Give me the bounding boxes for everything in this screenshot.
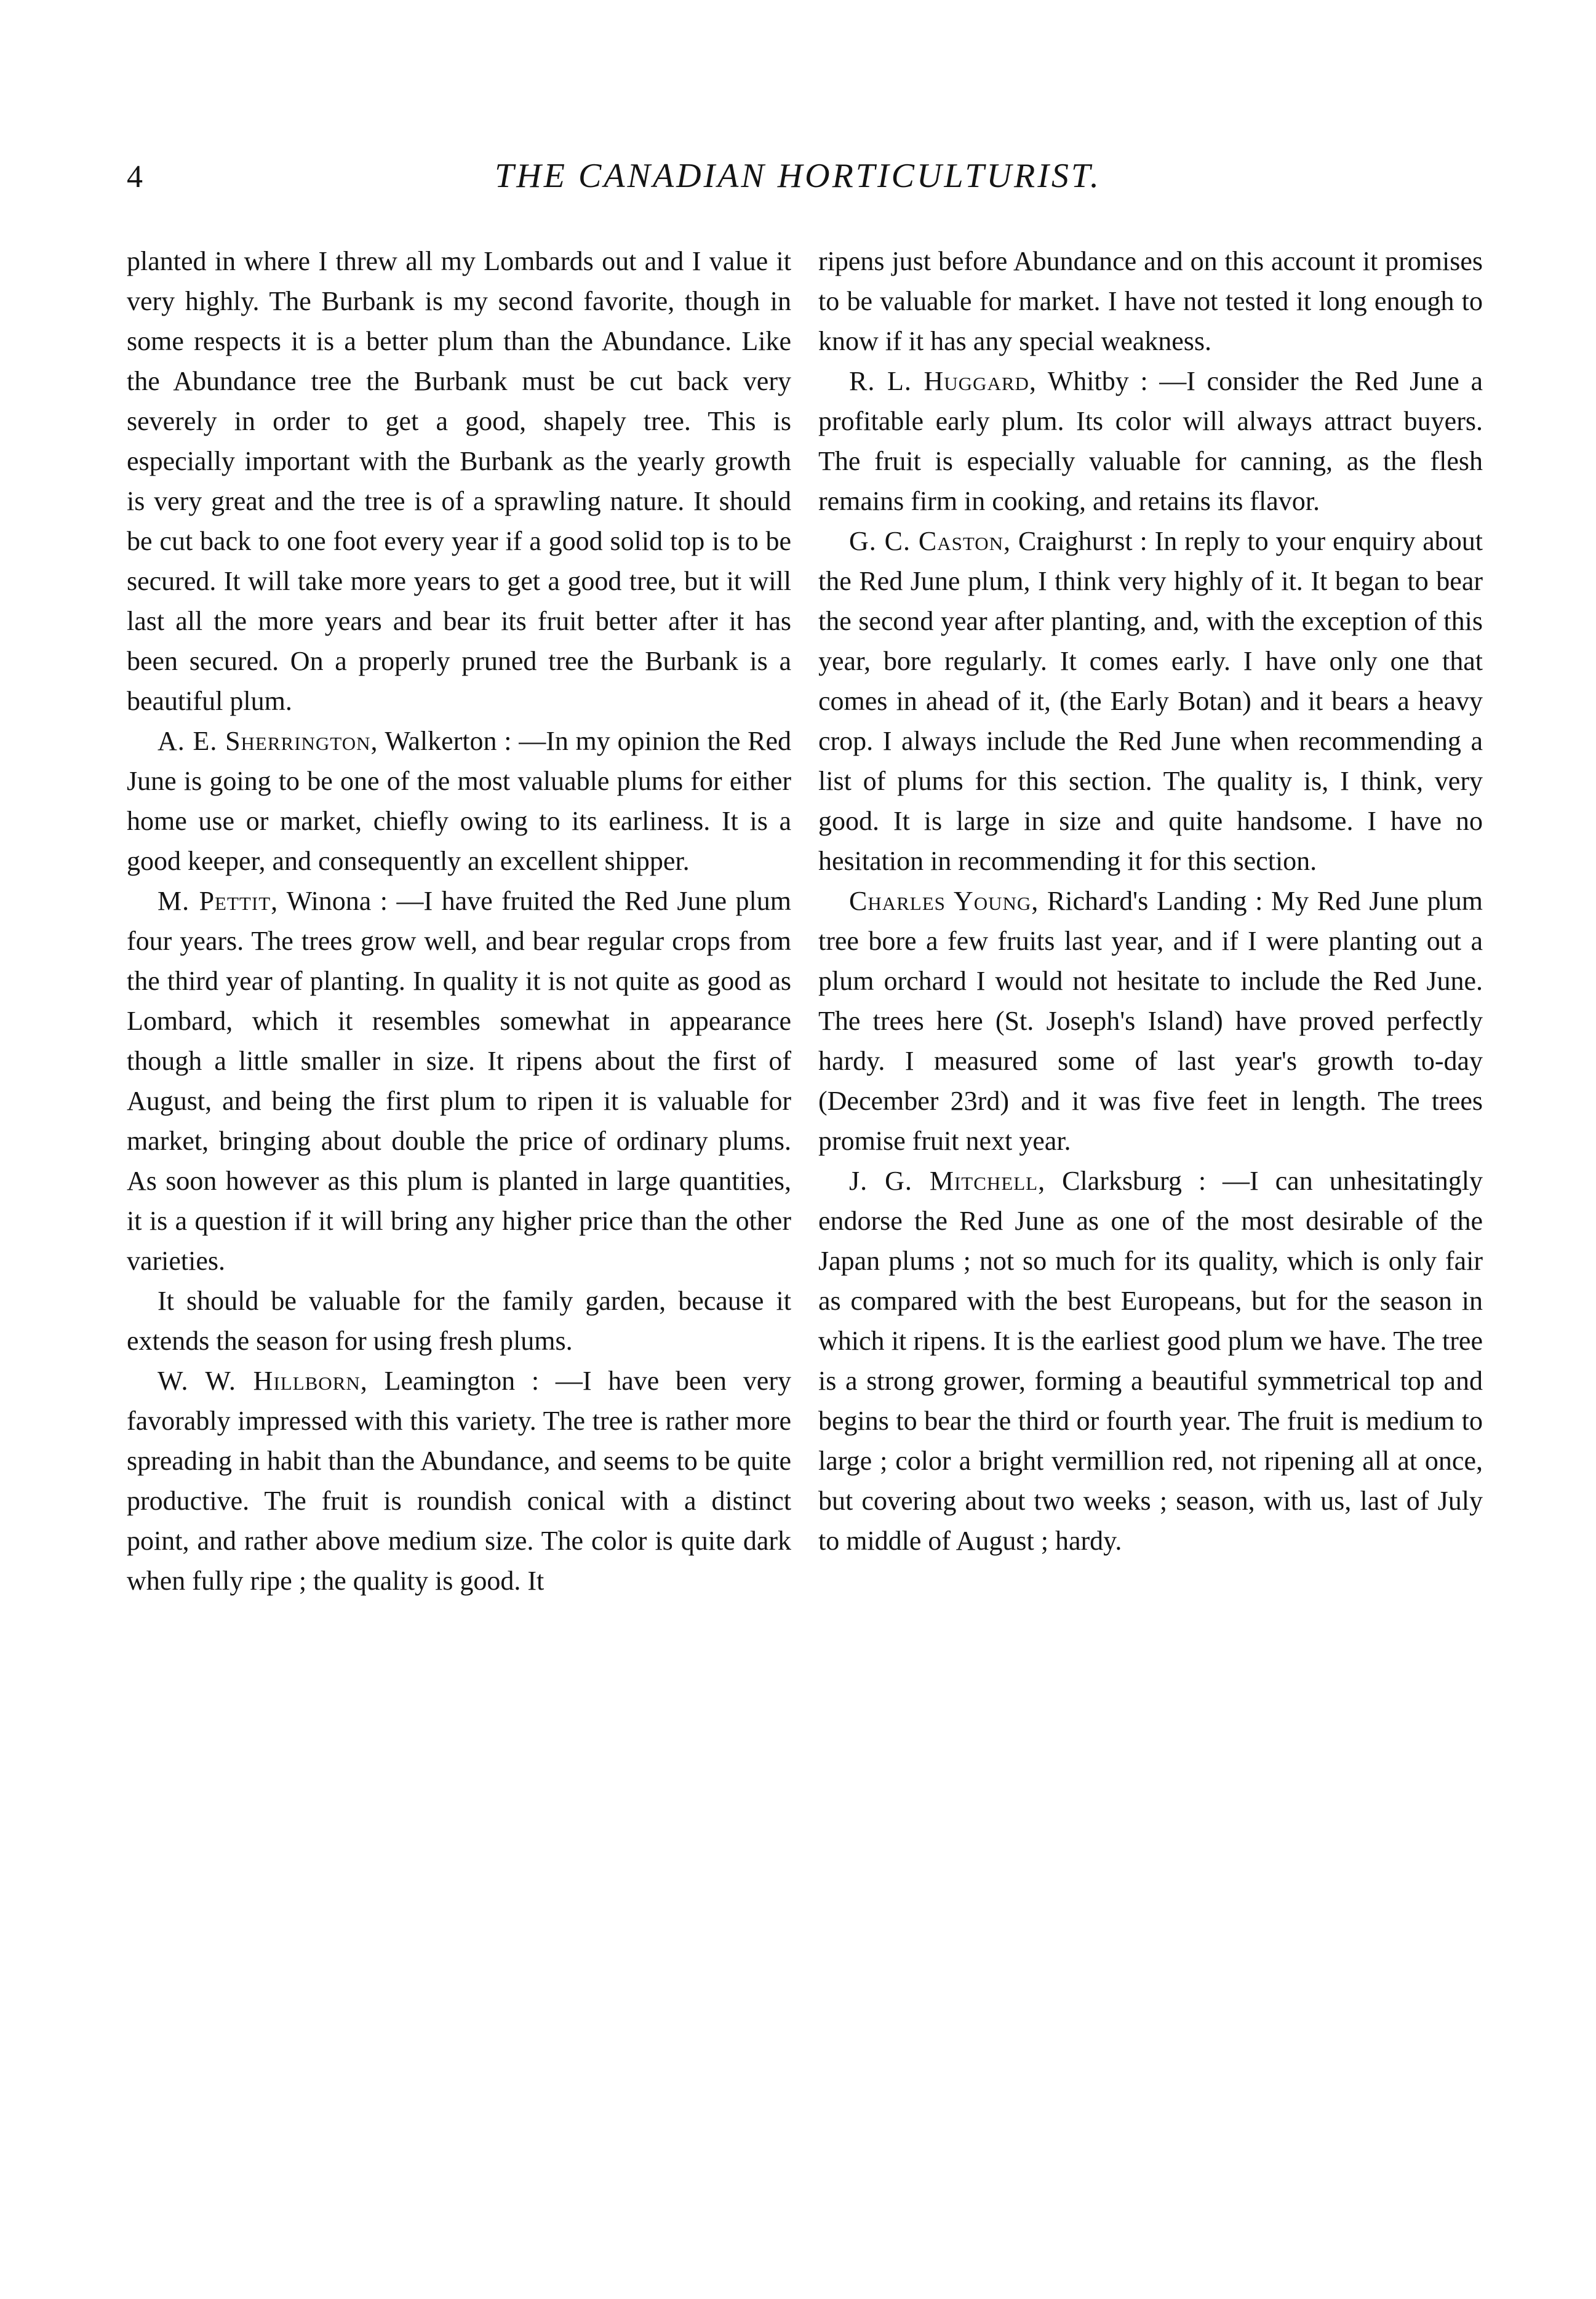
letter-young [818, 881, 1483, 1161]
page-number: 4 [127, 159, 143, 194]
correspondent-name: R. L. Huggard, [849, 366, 1037, 396]
letter-text: Walkerton : —In my opinion the Red June is going to be one of the most valuable plums for either home use or market, chiefly owing to its earliness. It is a good keeper, and consequently an excellent shipper. [127, 726, 791, 876]
correspondent-name: J. G. Mitchell, [849, 1166, 1046, 1196]
letter-text: Leamington : —I have been very favorably impressed with this variety. The tree is rather more spreading in habit than the Abundance, and seems to be quite productive. The fruit is roundish conical with a distinct point, and rather above medium size. The color is quite dark when fully ripe ; the quality is good. It [127, 1366, 791, 1596]
right-column [818, 241, 1483, 1561]
letter-text: Craighurst : In reply to your enquiry about the Red June plum, I think very highly of it. It began to bear the second year after planting, and, with the exception of this year, bore regularly. It comes early. I have only one that comes in ahead of it, (the Early Botan) and it bears a heavy crop. I always include the Red June when recommending a list of plums for this section. The quality is, I think, very good. It is large in size and quite handsome. I have no hesitation in recommending it for this section. [818, 526, 1483, 876]
letter-text: Whitby : —I consider the Red June a profitable early plum. Its color will always attract buyers. The fruit is especially valuable for canning, as the flesh remains firm in cooking, and retains its flavor. [818, 366, 1483, 516]
paragraph-burbank-continued: planted in where I threw all my Lombards out and I value it very highly. The Burbank is my second favorite, though in some respects it is a better plum than the Abundance. Like the Abundance tree the Burbank must be cut back very severely in order to get a good, shapely tree. This is especially important with the Burbank as the yearly growth is very great and the tree is of a sprawling nature. It should be cut back to one foot every year if a good solid top is to be secured. It will take more years to get a good tree, but it will last all the more years and bear its fruit better after it has been secured. On a properly pruned tree the Burbank is a beautiful plum. [127, 246, 791, 716]
letter-mitchell [818, 1161, 1483, 1561]
paragraph-hillborn-continued: ripens just before Abundance and on this account it promises to be valuable for market. I have not tested it long enough to know if it has any special weakness. [818, 246, 1483, 356]
correspondent-name: A. E. Sherrington, [158, 726, 378, 756]
running-title: THE CANADIAN HORTICULTURIST. [495, 157, 1101, 195]
correspondent-name: W. W. Hillborn, [158, 1366, 368, 1396]
correspondent-name: Charles Young, [849, 886, 1039, 916]
correspondent-name: M. Pettit, [158, 886, 279, 916]
letter-text: Winona : —I have fruited the Red June plum four years. The trees grow well, and bear regular crops from the third year of planting. In quality it is not quite as good as Lombard, which it resembles somewhat in appearance though a little smaller in size. It ripens about the first of August, and being the first plum to ripen it is valuable for market, bringing about double the price of ordinary plums. As soon however as this plum is planted in large quantities, it is a question if it will bring any higher price than the other varieties. [127, 886, 791, 1276]
left-column [127, 241, 791, 1601]
letter-huggard [818, 361, 1483, 521]
letter-pettit [127, 881, 791, 1281]
letter-sherrington [127, 721, 791, 881]
paragraph-family-garden: It should be valuable for the family garden, because it extends the season for using fresh plums. [127, 1286, 791, 1356]
letter-hillborn [127, 1361, 791, 1601]
letter-text: Richard's Landing : My Red June plum tree bore a few fruits last year, and if I were planting out a plum orchard I would not hesitate to include the Red June. The trees here (St. Joseph's Island) have proved perfectly hardy. I measured some of last year's growth to-day (December 23rd) and it was five feet in length. The trees promise fruit next year. [818, 886, 1483, 1156]
letter-caston [818, 521, 1483, 881]
letter-text: Clarksburg : —I can unhesitatingly endorse the Red June as one of the most desirable of the Japan plums ; not so much for its quality, which is only fair as compared with the best Europeans, but for the season in which it ripens. It is the earliest good plum we have. The tree is a strong grower, forming a beautiful symmetrical top and begins to bear the third or fourth year. The fruit is medium to large ; color a bright vermillion red, not ripening all at once, but covering about two weeks ; season, with us, last of July to middle of August ; hardy. [818, 1166, 1483, 1556]
correspondent-name: G. C. Caston, [849, 526, 1011, 556]
